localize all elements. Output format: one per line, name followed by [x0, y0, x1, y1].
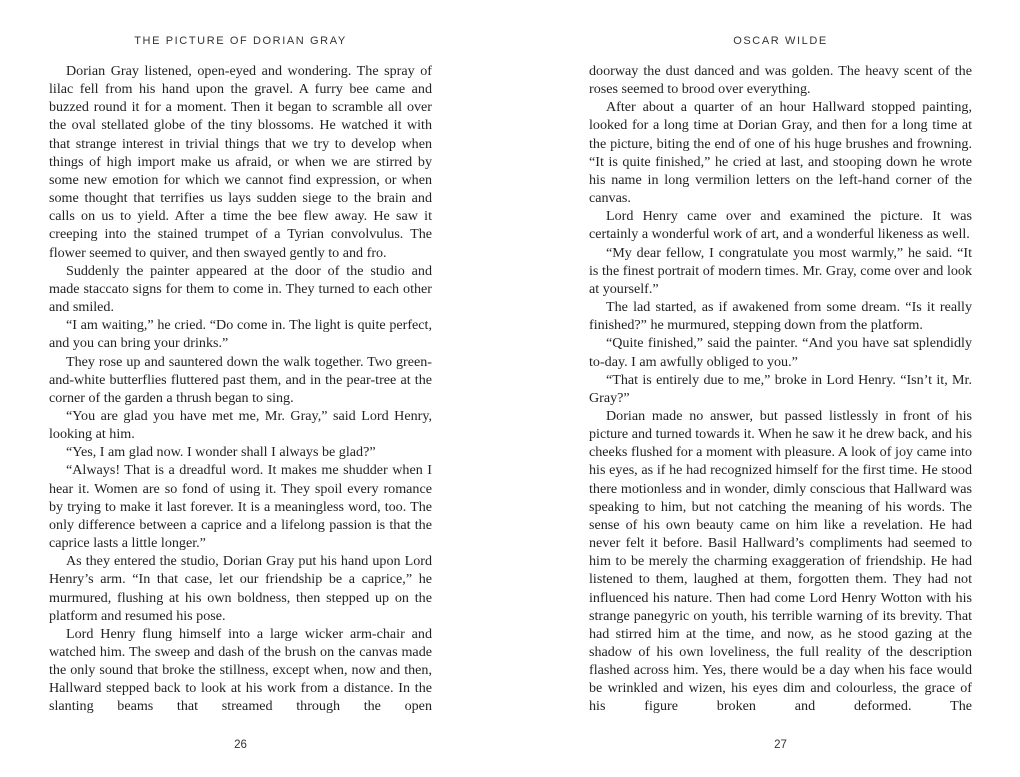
paragraph: They rose up and sauntered down the walk together. Two green-and-white butterflies fluttered past them, and in the pear-tree at the corner of the garden a thrush began to sing.	[49, 353, 432, 406]
running-head-book-title: THE PICTURE OF DORIAN GRAY	[134, 35, 347, 47]
left-page-body	[49, 62, 432, 716]
paragraph: Suddenly the painter appeared at the door of the studio and made staccato signs for them to come in. They turned to each other and smiled.	[49, 262, 432, 316]
right-page	[589, 0, 972, 777]
paragraph: Dorian made no answer, but passed listlessly in front of his picture and turned towards it. When he saw it he drew back, and his cheeks flushed for a moment with pleasure. A look of joy came into his eyes, as if he had recognized himself for the first time. He stood there motionless and in wonder, dimly conscious that Hallward was speaking to him, but not catching the meaning of his words. The sense of his own beauty came on him like a revelation. He had never felt it before. Basil Hallward’s compliments had seemed to him to be merely the charming exaggeration of friendship. He had listened to them, laughed at them, forgotten them. They had not influenced his nature. Then had come Lord Henry Wotton with his strange panegyric on youth, his terrible warning of its brevity. That had stirred him at the time, and now, as he stood gazing at the shadow of his own loveliness, the full reality of the description flashed across him. Yes, there would be a day when his face would be wrinkled and wizen, his eyes dim and colourless, the grace of his figure broken and deformed. The	[589, 407, 972, 715]
right-page-body	[589, 62, 972, 716]
paragraph: The lad started, as if awakened from some dream. “Is it really finished?” he murmured, stepping down from the platform.	[589, 299, 972, 334]
paragraph: After about a quarter of an hour Hallward stopped painting, looked for a long time at Dorian Gray, and then for a long time at the picture, biting the end of one of his huge brushes and frowning. “It is quite finished,” he cried at last, and stooping down he wrote his name in long vermilion letters on the left-hand corner of the canvas.	[589, 99, 972, 207]
paragraph: “Always! That is a dreadful word. It makes me shudder when I hear it. Women are so fond of using it. They spoil every romance by trying to make it last forever. It is a meaningless word, too. The only difference between a caprice and a lifelong passion is that the caprice lasts a little longer.”	[49, 462, 432, 552]
running-head-author: OSCAR WILDE	[733, 35, 828, 47]
left-page	[49, 0, 432, 777]
paragraph: “Yes, I am glad now. I wonder shall I always be glad?”	[66, 444, 376, 461]
paragraph: doorway the dust danced and was golden. The heavy scent of the roses seemed to brood over everything.	[589, 63, 972, 98]
paragraph: “Quite finished,” said the painter. “And you have sat splendidly to-day. I am awfully obliged to you.”	[589, 335, 972, 370]
paragraph: As they entered the studio, Dorian Gray put his hand upon Lord Henry’s arm. “In that case, let our friendship be a caprice,” he murmured, flushing at his own boldness, then stepped up on the platform and resumed his pose.	[49, 553, 432, 624]
paragraph: “My dear fellow, I congratulate you most warmly,” he said. “It is the finest portrait of modern times. Mr. Gray, come over and look at yourself.”	[589, 244, 972, 297]
page-number: 27	[774, 739, 787, 751]
paragraph: “You are glad you have met me, Mr. Gray,” said Lord Henry, looking at him.	[49, 407, 432, 443]
paragraph: Dorian Gray listened, open-eyed and wondering. The spray of lilac fell from his hand upon the gravel. A furry bee came and buzzed round it for a moment. Then it began to scramble all over the oval stellated globe of the tiny blossoms. He watched it with that strange interest in trivial things that we try to develop when things of high import make us afraid, or when we are stirred by some new emotion for which we cannot find expression, or when some thought that terrifies us lays sudden siege to the brain and calls on us to yield. After a time the bee flew away. He saw it creeping into the stained trumpet of a Tyrian convolvulus. The flower seemed to quiver, and then swayed gently to and fro.	[49, 63, 432, 261]
paragraph: Lord Henry came over and examined the picture. It was certainly a wonderful work of art, and a wonderful likeness as well.	[589, 208, 972, 243]
paragraph: Lord Henry flung himself into a large wicker arm-chair and watched him. The sweep and dash of the brush on the canvas made the only sound that broke the stillness, except when, now and then, Hallward stepped back to look at his work from a distance. In the slanting beams that streamed through the open	[49, 625, 432, 715]
paragraph: “I am waiting,” he cried. “Do come in. The light is quite perfect, and you can bring your drinks.”	[49, 317, 432, 352]
paragraph: “That is entirely due to me,” broke in Lord Henry. “Isn’t it, Mr. Gray?”	[589, 371, 972, 406]
page-number: 26	[234, 739, 247, 751]
